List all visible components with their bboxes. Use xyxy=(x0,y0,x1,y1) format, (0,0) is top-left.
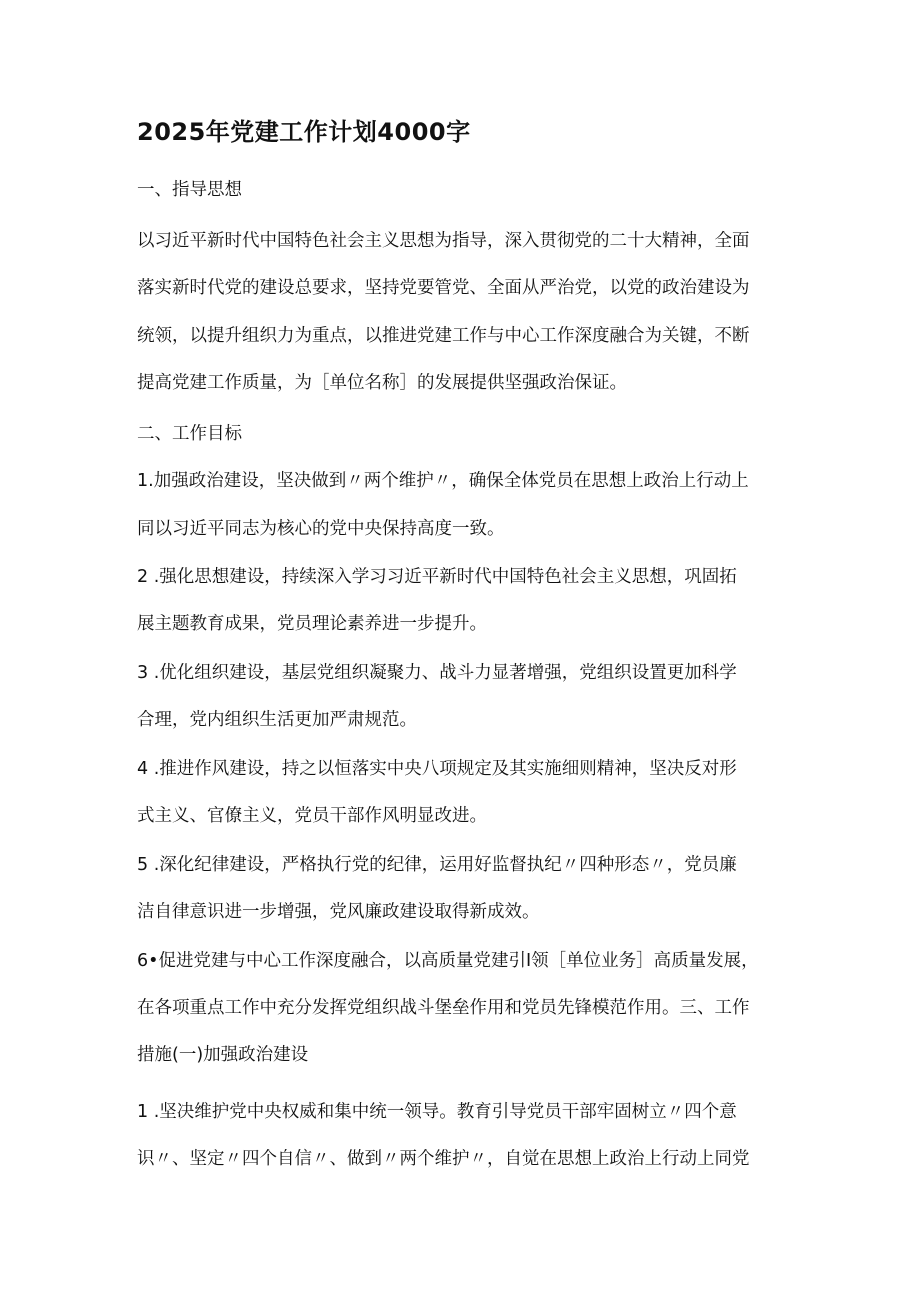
section-heading-work-goals: 二、工作目标 xyxy=(137,424,242,444)
paragraph-line: 3 .优化组织建设，基层党组织凝聚力、战斗力显著增强，党组织设置更加科学 xyxy=(137,663,737,683)
paragraph-line: 洁自律意识进一步增强，党风廉政建设取得新成效。 xyxy=(137,902,540,922)
paragraph-line: 在各项重点工作中充分发挥党组织战斗堡垒作用和党员先锋模范作用。三、工作 xyxy=(137,998,750,1018)
paragraph-line: 2 .强化思想建设，持续深入学习习近平新时代中国特色社会主义思想，巩固拓 xyxy=(137,567,737,587)
document-title: 2025年党建工作计划4000字 xyxy=(137,118,471,146)
paragraph-line: 措施(一)加强政治建设 xyxy=(137,1045,309,1065)
paragraph-line: 式主义、官僚主义，党员干部作风明显改进。 xyxy=(137,806,487,826)
paragraph-line: 1 .坚决维护党中央权威和集中统一领导。教育引导党员干部牢固树立〃四个意 xyxy=(137,1102,737,1122)
paragraph-line: 6•促进党建与中心工作深度融合，以高质量党建引I领［单位业务］高质量发展， xyxy=(137,951,759,971)
section-heading-guiding-thought: 一、指导思想 xyxy=(137,180,242,200)
paragraph-line: 以习近平新时代中国特色社会主义思想为指导，深入贯彻党的二十大精神，全面 xyxy=(137,231,750,251)
paragraph-line: 提高党建工作质量，为［单位名称］的发展提供坚强政治保证。 xyxy=(137,373,627,393)
paragraph-line: 5 .深化纪律建设，严格执行党的纪律，运用好监督执纪〃四种形态〃，党员廉 xyxy=(137,855,737,875)
paragraph-line: 展主题教育成果，党员理论素养进一步提升。 xyxy=(137,614,487,634)
paragraph-line: 落实新时代党的建设总要求，坚持党要管党、全面从严治党，以党的政治建设为 xyxy=(137,278,750,298)
paragraph-line: 同以习近平同志为核心的党中央保持高度一致。 xyxy=(137,519,505,539)
paragraph-line: 合理，党内组织生活更加严肃规范。 xyxy=(137,710,417,730)
paragraph-line: 识〃、坚定〃四个自信〃、做到〃两个维护〃，自觉在思想上政治上行动上同党 xyxy=(137,1149,750,1169)
paragraph-line: 1.加强政治建设，坚决做到〃两个维护〃，确保全体党员在思想上政治上行动上 xyxy=(137,471,749,491)
paragraph-line: 4 .推进作风建设，持之以恒落实中央八项规定及其实施细则精神，坚决反对形 xyxy=(137,759,737,779)
paragraph-line: 统领，以提升组织力为重点，以推进党建工作与中心工作深度融合为关键，不断 xyxy=(137,326,750,346)
